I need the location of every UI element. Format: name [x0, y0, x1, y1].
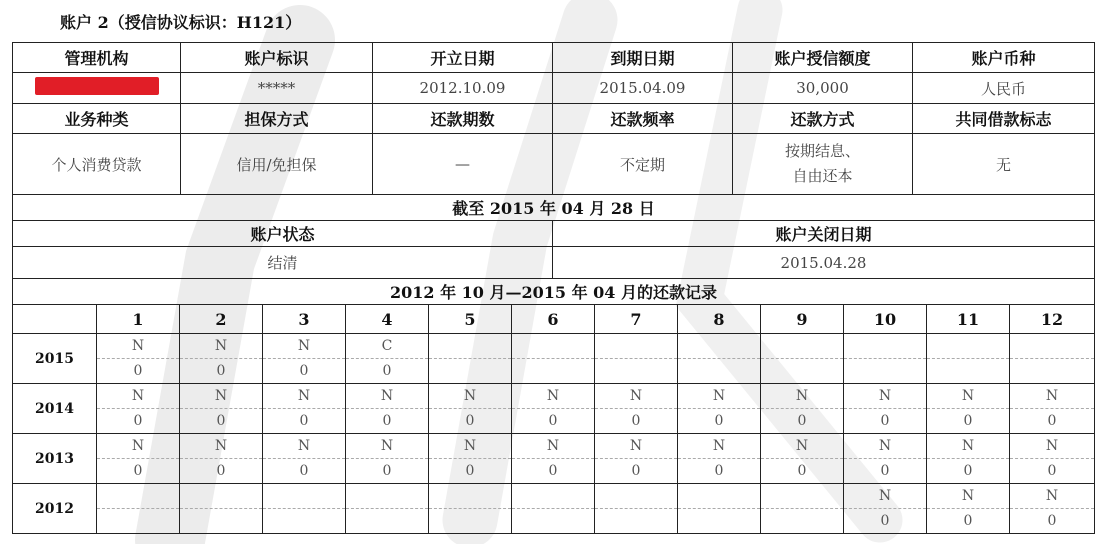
- month-header-7: 7: [595, 305, 678, 334]
- month-cell: [346, 334, 429, 384]
- repayment-status: [678, 334, 760, 359]
- overdue-amount: 0: [382, 463, 392, 479]
- overdue-amount: 0: [714, 463, 724, 479]
- month-header-row: [13, 305, 1095, 334]
- repayment-status: [263, 484, 345, 509]
- account-status-table: [12, 194, 1095, 305]
- account-status-value: 结清: [13, 247, 553, 279]
- month-cell: [761, 434, 844, 484]
- overdue-amount: 0: [880, 413, 890, 429]
- overdue-amount: 0: [797, 413, 807, 429]
- overdue-amount: 0: [299, 363, 309, 379]
- repayment-status: N: [1010, 484, 1094, 509]
- month-cell: [761, 484, 844, 534]
- header-business-type: 业务种类: [13, 104, 181, 134]
- repayment-status: N: [595, 384, 677, 409]
- month-cell: [97, 334, 180, 384]
- overdue-amount: 0: [797, 463, 807, 479]
- repayment-status: N: [927, 384, 1009, 409]
- month-cell: [180, 334, 263, 384]
- month-header-1: 1: [97, 305, 180, 334]
- repayment-status: [429, 484, 511, 509]
- overdue-amount: [844, 359, 926, 383]
- month-header-3: 3: [263, 305, 346, 334]
- repayment-status: N: [512, 434, 594, 459]
- repayment-status: N: [97, 334, 179, 359]
- repay-frequency-value: 不定期: [553, 134, 733, 195]
- overdue-amount: 0: [631, 463, 641, 479]
- overdue-amount: 0: [1047, 413, 1057, 429]
- month-cell: [263, 384, 346, 434]
- repayment-status: [512, 484, 594, 509]
- header-repay-frequency: 还款频率: [553, 104, 733, 134]
- overdue-amount: 0: [299, 463, 309, 479]
- overdue-amount: [346, 509, 428, 533]
- month-cell: [678, 434, 761, 484]
- repayment-status: N: [263, 434, 345, 459]
- header-credit-limit: 账户授信额度: [733, 43, 913, 73]
- overdue-amount: 0: [299, 413, 309, 429]
- overdue-amount: 0: [382, 413, 392, 429]
- repayment-status: N: [346, 384, 428, 409]
- overdue-amount: 0: [880, 463, 890, 479]
- month-cell: [429, 484, 512, 534]
- month-cell: [678, 334, 761, 384]
- header-currency: 账户币种: [913, 43, 1095, 73]
- joint-loan-value: 无: [913, 134, 1095, 195]
- month-header-6: 6: [512, 305, 595, 334]
- due-date-value: 2015.04.09: [553, 73, 733, 104]
- overdue-amount: [678, 359, 760, 383]
- repayment-status: [595, 484, 677, 509]
- overdue-amount: 0: [963, 413, 973, 429]
- repayment-status: [180, 484, 262, 509]
- month-cell: [429, 334, 512, 384]
- info-value-row-2: [13, 134, 1095, 195]
- overdue-amount: 0: [963, 513, 973, 529]
- overdue-amount: [595, 359, 677, 383]
- header-repay-method: 还款方式: [733, 104, 913, 134]
- redaction-mark: [35, 77, 159, 95]
- overdue-amount: [595, 509, 677, 533]
- month-cell: [180, 484, 263, 534]
- month-header-5: 5: [429, 305, 512, 334]
- overdue-amount: [429, 509, 511, 533]
- overdue-amount: 0: [1047, 513, 1057, 529]
- repay-method-line-2: 自由还本: [792, 167, 853, 185]
- overdue-amount: 0: [963, 463, 973, 479]
- repayment-status: N: [346, 434, 428, 459]
- month-cell: [595, 484, 678, 534]
- month-cell: [429, 434, 512, 484]
- year-label: 2014: [13, 384, 97, 434]
- close-date-value: 2015.04.28: [553, 247, 1095, 279]
- month-cell: [927, 334, 1010, 384]
- repayment-status: N: [761, 384, 843, 409]
- header-account-id: 账户标识: [181, 43, 373, 73]
- month-cell: [678, 384, 761, 434]
- repayment-status: [346, 484, 428, 509]
- account-title: 账户 2（授信协议标识：H121）: [60, 13, 302, 32]
- month-cell: [595, 334, 678, 384]
- repayment-status: N: [844, 434, 926, 459]
- month-cell: [346, 484, 429, 534]
- repayment-status: [678, 484, 760, 509]
- header-due-date: 到期日期: [553, 43, 733, 73]
- repayment-status: N: [1010, 434, 1094, 459]
- repayment-record-title: 2012 年 10 月—2015 年 04 月的还款记录: [13, 279, 1095, 305]
- month-cell: [927, 484, 1010, 534]
- month-cell: [429, 384, 512, 434]
- month-cell: [512, 484, 595, 534]
- overdue-amount: [761, 509, 843, 533]
- overdue-amount: 0: [382, 363, 392, 379]
- repayment-status: [97, 484, 179, 509]
- repayment-status: [1010, 334, 1094, 359]
- currency-value: 人民币: [913, 73, 1095, 104]
- repayment-status: N: [927, 484, 1009, 509]
- account-report: [12, 42, 1094, 534]
- overdue-amount: 0: [216, 363, 226, 379]
- month-cell: [512, 434, 595, 484]
- management-org-value: [13, 73, 181, 104]
- month-cell: [927, 384, 1010, 434]
- overdue-amount: 0: [216, 463, 226, 479]
- month-cell: [97, 384, 180, 434]
- year-label: 2012: [13, 484, 97, 534]
- overdue-amount: [97, 509, 179, 533]
- repayment-status: N: [263, 334, 345, 359]
- overdue-amount: 0: [548, 413, 558, 429]
- overdue-amount: [263, 509, 345, 533]
- repayment-status: N: [180, 334, 262, 359]
- repayment-status: C: [346, 334, 428, 359]
- repayment-status: [512, 334, 594, 359]
- repay-method-line-1: 按期结息、: [784, 142, 860, 160]
- month-cell: [678, 484, 761, 534]
- year-row-2014: [13, 384, 1095, 434]
- overdue-amount: 0: [1047, 463, 1057, 479]
- overdue-amount: [180, 509, 262, 533]
- repayment-status: [927, 334, 1009, 359]
- guarantee-value: 信用/免担保: [181, 134, 373, 195]
- repayment-status: N: [844, 484, 926, 509]
- month-cell: [180, 434, 263, 484]
- month-header-12: 12: [1010, 305, 1095, 334]
- header-installments: 还款期数: [373, 104, 553, 134]
- overdue-amount: 0: [133, 413, 143, 429]
- overdue-amount: [1010, 359, 1094, 383]
- month-cell: [263, 484, 346, 534]
- repayment-status: N: [429, 384, 511, 409]
- header-account-status: 账户状态: [13, 221, 553, 247]
- info-header-row-2: [13, 104, 1095, 134]
- repayment-status: N: [429, 434, 511, 459]
- month-cell: [844, 484, 927, 534]
- month-cell: [346, 384, 429, 434]
- account-id-value: *****: [181, 73, 373, 104]
- month-cell: [761, 334, 844, 384]
- month-header-4: 4: [346, 305, 429, 334]
- month-cell: [97, 484, 180, 534]
- year-row-2015: [13, 334, 1095, 384]
- info-header-row-1: [13, 43, 1095, 73]
- month-cell: [1010, 434, 1095, 484]
- month-cell: [761, 384, 844, 434]
- repayment-status: [844, 334, 926, 359]
- repayment-status: N: [180, 434, 262, 459]
- overdue-amount: 0: [216, 413, 226, 429]
- month-cell: [844, 384, 927, 434]
- month-cell: [346, 434, 429, 484]
- repayment-status: N: [263, 384, 345, 409]
- repayment-status: N: [595, 434, 677, 459]
- repayment-status: N: [678, 434, 760, 459]
- as-of-date: 截至 2015 年 04 月 28 日: [13, 195, 1095, 221]
- repayment-status: [429, 334, 511, 359]
- month-cell: [263, 334, 346, 384]
- month-cell: [1010, 484, 1095, 534]
- month-header-10: 10: [844, 305, 927, 334]
- year-label: 2013: [13, 434, 97, 484]
- header-open-date: 开立日期: [373, 43, 553, 73]
- repayment-status: N: [512, 384, 594, 409]
- overdue-amount: [512, 359, 594, 383]
- repayment-status: N: [1010, 384, 1094, 409]
- repayment-record-table: [12, 304, 1095, 534]
- overdue-amount: 0: [465, 463, 475, 479]
- repayment-status: N: [97, 434, 179, 459]
- overdue-amount: 0: [631, 413, 641, 429]
- month-header-9: 9: [761, 305, 844, 334]
- installments-value: —: [373, 134, 553, 195]
- overdue-amount: [761, 359, 843, 383]
- credit-limit-value: 30,000: [733, 73, 913, 104]
- month-header-2: 2: [180, 305, 263, 334]
- month-cell: [180, 384, 263, 434]
- overdue-amount: [678, 509, 760, 533]
- info-value-row-1: [13, 73, 1095, 104]
- overdue-amount: [512, 509, 594, 533]
- header-management-org: 管理机构: [13, 43, 181, 73]
- month-cell: [844, 434, 927, 484]
- business-type-value: 个人消费贷款: [13, 134, 181, 195]
- repayment-status: [761, 484, 843, 509]
- repayment-status: [761, 334, 843, 359]
- month-header-8: 8: [678, 305, 761, 334]
- repayment-status: N: [678, 384, 760, 409]
- month-cell: [595, 434, 678, 484]
- month-cell: [1010, 334, 1095, 384]
- month-cell: [512, 334, 595, 384]
- month-cell: [1010, 384, 1095, 434]
- year-row-2012: [13, 484, 1095, 534]
- repayment-status: N: [180, 384, 262, 409]
- repayment-status: N: [927, 434, 1009, 459]
- repayment-status: N: [844, 384, 926, 409]
- overdue-amount: [429, 359, 511, 383]
- overdue-amount: 0: [133, 363, 143, 379]
- month-cell: [844, 334, 927, 384]
- repayment-status: [595, 334, 677, 359]
- corner-cell: [13, 305, 97, 334]
- repayment-status: N: [761, 434, 843, 459]
- month-cell: [595, 384, 678, 434]
- month-cell: [512, 384, 595, 434]
- account-info-table: [12, 42, 1095, 195]
- repay-method-value: [733, 134, 913, 195]
- header-close-date: 账户关闭日期: [553, 221, 1095, 247]
- overdue-amount: 0: [465, 413, 475, 429]
- header-guarantee: 担保方式: [181, 104, 373, 134]
- month-header-11: 11: [927, 305, 1010, 334]
- overdue-amount: 0: [714, 413, 724, 429]
- month-cell: [927, 434, 1010, 484]
- year-label: 2015: [13, 334, 97, 384]
- month-cell: [263, 434, 346, 484]
- header-joint-loan: 共同借款标志: [913, 104, 1095, 134]
- repayment-status: N: [97, 384, 179, 409]
- overdue-amount: 0: [133, 463, 143, 479]
- month-cell: [97, 434, 180, 484]
- overdue-amount: [927, 359, 1009, 383]
- overdue-amount: 0: [548, 463, 558, 479]
- open-date-value: 2012.10.09: [373, 73, 553, 104]
- year-row-2013: [13, 434, 1095, 484]
- overdue-amount: 0: [880, 513, 890, 529]
